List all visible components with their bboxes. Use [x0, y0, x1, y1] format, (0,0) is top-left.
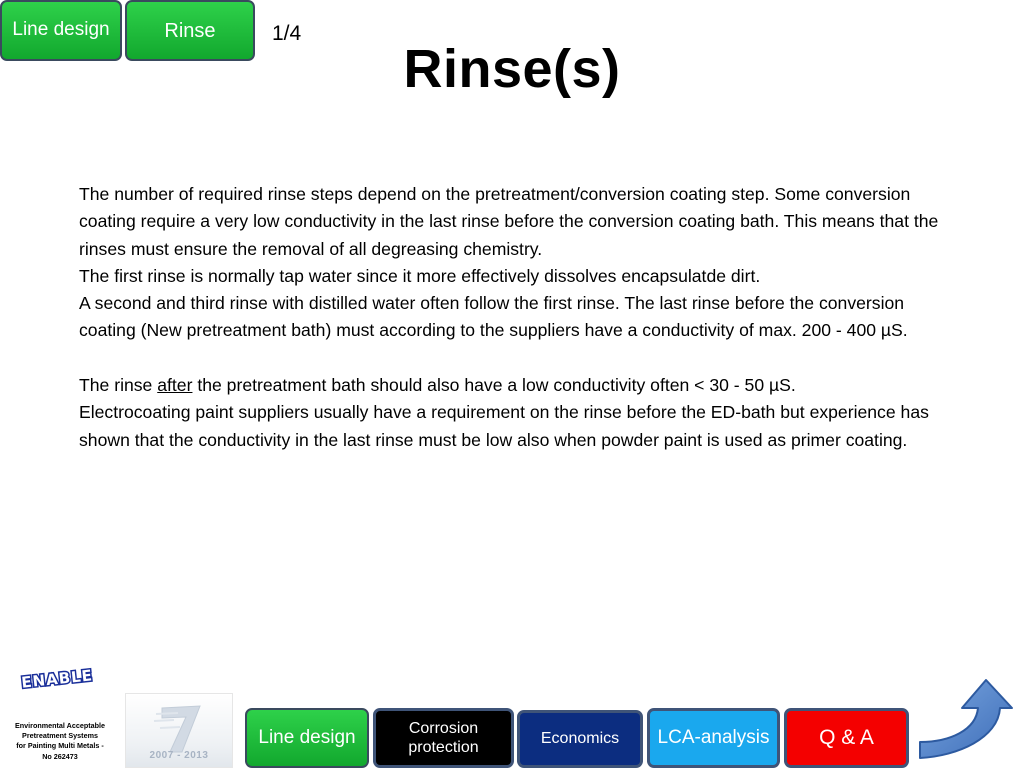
enable-logo-text: ENABLE: [20, 666, 94, 692]
qa-button[interactable]: [784, 708, 909, 768]
lca-analysis-button[interactable]: [647, 708, 780, 768]
body-text: [79, 181, 959, 454]
economics-button[interactable]: [517, 710, 643, 768]
line-design-bottom-label: Line design: [258, 726, 356, 748]
body-paragraph-4-start: The rinse: [79, 375, 158, 396]
body-underlined-word: after: [157, 375, 193, 396]
corrosion-protection-label: Corrosion protection: [408, 719, 479, 756]
enable-logo: [15, 663, 99, 693]
caption-line-3: for Painting Multi Metals -: [16, 741, 104, 751]
body-paragraph-2: The first rinse is normally tap water since it more effectively dissolves encapsulatde dirt.: [79, 265, 761, 286]
page-title: Rinse(s): [403, 39, 621, 99]
fp7-logo: [125, 693, 233, 768]
body-paragraph-4: [79, 372, 959, 399]
lca-analysis-label: LCA-analysis: [657, 726, 770, 748]
qa-label: Q & A: [819, 726, 874, 750]
back-arrow-icon[interactable]: [912, 676, 1020, 764]
corrosion-protection-button[interactable]: [373, 708, 514, 768]
body-paragraph-1: The number of required rinse steps depend on the pretreatment/conversion coating step. Some conversion coating require a very low conductivity in the last rinse before the conversion coating bath. This means that the rinses must ensure the removal of all degreasing chemistry.: [79, 184, 939, 259]
body-paragraph-5: Electrocoating paint suppliers usually have a requirement on the rinse before the ED-bath but experience has shown that the conductivity in the last rinse must be low also when powder paint is used as primer coating.: [79, 402, 929, 450]
project-caption: [2, 721, 118, 762]
caption-line-2: Pretreatment Systems: [22, 731, 98, 741]
line-design-top-label: Line design: [12, 19, 110, 41]
rinse-top-label: Rinse: [164, 19, 216, 42]
caption-line-1: Environmental Acceptable: [14, 721, 105, 730]
caption-line-4: No 262473: [42, 751, 78, 761]
paragraph-gap: [79, 345, 959, 372]
body-paragraph-3: A second and third rinse with distilled water often follow the first rinse. The last rinse before the conversion coating (New pretreatment bath) must according to the suppliers have a conductivity of max. 200 - 400 µS.: [79, 293, 908, 341]
economics-label: Economics: [540, 730, 620, 748]
page-number: 1/4: [272, 22, 302, 45]
body-paragraph-4-end: the pretreatment bath should also have a low conductivity often < 30 - 50 µS.: [192, 375, 796, 396]
line-design-bottom-button[interactable]: [245, 708, 369, 768]
fp7-years: 2007 - 2013: [149, 750, 209, 761]
